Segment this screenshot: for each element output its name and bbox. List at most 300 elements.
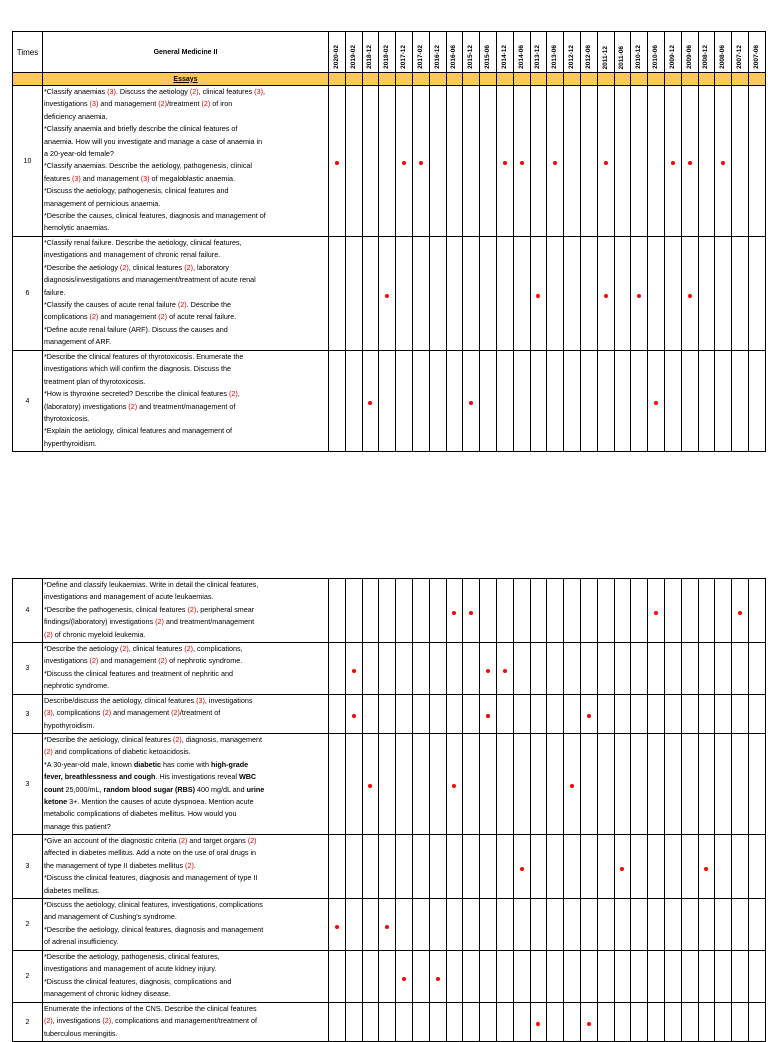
date-label: 2007-06 <box>752 45 760 69</box>
exam-cell <box>480 951 497 1003</box>
exam-cell <box>446 695 463 734</box>
exam-cell <box>429 695 446 734</box>
text-segment: *Define and classify leukaemias. Write in detail the clinical features, <box>44 580 259 589</box>
date-label: 2008-06 <box>718 45 726 69</box>
text-segment: /treatment of <box>179 708 221 718</box>
question-row <box>13 237 766 351</box>
asked-marker-dot <box>637 294 641 298</box>
date-column-header <box>429 32 446 73</box>
text-segment: *Discuss the clinical features and treatment of nephritic and <box>44 668 233 678</box>
question-line <box>44 899 327 911</box>
exam-cell <box>480 1003 497 1042</box>
exam-cell <box>396 579 413 643</box>
question-line <box>44 771 327 783</box>
text-segment: *Classify anaemias. Describe the aetiology, pathogenesis, clinical <box>44 161 253 171</box>
exam-cell <box>379 237 396 351</box>
text-segment: *Discuss the aetiology, clinical features, investigations, complications <box>44 900 263 909</box>
exam-cell <box>463 351 480 452</box>
text-segment: investigations and management of chronic renal failure. <box>44 250 221 260</box>
exam-cell <box>547 237 564 351</box>
exam-cell <box>446 237 463 351</box>
exam-cell <box>496 734 513 835</box>
asked-marker-dot <box>604 294 608 298</box>
exam-cell <box>513 86 530 237</box>
exam-cell <box>429 734 446 835</box>
exam-cell <box>698 899 715 951</box>
question-line <box>44 643 327 655</box>
exam-cell <box>732 579 749 643</box>
text-segment: and management <box>98 656 159 666</box>
asked-marker-dot <box>402 977 406 981</box>
question-line <box>44 311 327 323</box>
times-count: 6 <box>13 237 43 351</box>
question-row <box>13 734 766 835</box>
exam-cell <box>463 835 480 899</box>
question-row <box>13 951 766 1003</box>
exam-cell <box>648 951 665 1003</box>
marks-highlight: (2) <box>172 735 182 744</box>
exam-cell <box>496 899 513 951</box>
question-line <box>44 173 327 185</box>
asked-marker-dot <box>503 161 507 165</box>
text-segment: Describe/discuss the aetiology, clinical features <box>44 696 197 705</box>
question-text <box>43 951 329 1003</box>
asked-marker-dot <box>402 161 406 165</box>
exam-cell <box>513 237 530 351</box>
exam-cell <box>496 579 513 643</box>
text-segment: of adrenal insufficiency. <box>44 937 119 947</box>
exam-cell <box>429 899 446 951</box>
exam-cell <box>496 835 513 899</box>
exam-cell <box>513 351 530 452</box>
marks-highlight: (2) <box>89 656 99 666</box>
text-segment: *Give an account of the diagnostic criteria <box>44 836 179 845</box>
exam-cell <box>648 734 665 835</box>
text-segment: . Describe the <box>186 300 231 310</box>
text-segment: of nephrotic syndrome. <box>167 656 243 666</box>
text-segment: 3+. Mention the causes of acute dyspnoea. Mention acute <box>67 797 254 807</box>
text-segment: , peripheral smear <box>196 604 255 614</box>
exam-cell <box>412 643 429 695</box>
exam-cell <box>429 86 446 237</box>
exam-cell <box>631 1003 648 1042</box>
text-segment: (laboratory) investigations <box>44 401 129 411</box>
exam-cell <box>429 351 446 452</box>
text-segment: manage this patient? <box>44 821 111 831</box>
exam-cell <box>379 643 396 695</box>
marks-highlight: (2) <box>44 747 53 757</box>
exam-cell <box>614 579 631 643</box>
exam-cell <box>614 86 631 237</box>
exam-cell <box>379 695 396 734</box>
exam-cell <box>597 695 614 734</box>
exam-cell <box>396 643 413 695</box>
exam-cell <box>480 734 497 835</box>
exam-cell <box>396 734 413 835</box>
exam-cell <box>547 734 564 835</box>
asked-marker-dot <box>738 611 742 615</box>
exam-cell <box>329 899 346 951</box>
exam-cell <box>648 835 665 899</box>
exam-cell <box>530 835 547 899</box>
date-column-header <box>480 32 497 73</box>
exam-cell <box>580 237 597 351</box>
asked-marker-dot <box>704 867 708 871</box>
exam-cell <box>463 695 480 734</box>
exam-cell <box>480 695 497 734</box>
exam-cell <box>530 643 547 695</box>
exam-cell <box>496 951 513 1003</box>
exam-cell <box>614 899 631 951</box>
text-segment: . Discuss the aetiology <box>115 87 190 96</box>
exam-cell <box>698 643 715 695</box>
exam-cell <box>631 86 648 237</box>
exam-cell <box>345 579 362 643</box>
exam-cell <box>664 899 681 951</box>
asked-marker-dot <box>587 1022 591 1026</box>
text-segment: management of ARF. <box>44 337 112 347</box>
exam-cell <box>463 579 480 643</box>
question-line <box>44 438 327 450</box>
question-text <box>43 643 329 695</box>
question-line <box>44 425 327 437</box>
exam-cell <box>379 835 396 899</box>
text-segment: *Classify anaemia and briefly describe the clinical features of <box>44 124 238 134</box>
text-segment: Enumerate the infections of the CNS. Describe the clinical features <box>44 1004 257 1013</box>
exam-cell <box>362 951 379 1003</box>
question-row <box>13 351 766 452</box>
exam-cell <box>412 86 429 237</box>
asked-marker-dot <box>352 714 356 718</box>
exam-cell <box>681 237 698 351</box>
exam-cell <box>715 734 732 835</box>
exam-cell <box>580 835 597 899</box>
text-segment: . His investigations reveal <box>155 772 239 782</box>
marks-highlight: (2) <box>158 312 168 322</box>
exam-cell <box>748 734 765 835</box>
exam-cell <box>463 86 480 237</box>
exam-cell <box>597 899 614 951</box>
essays-section-label: Essays <box>43 73 329 86</box>
question-row <box>13 899 766 951</box>
exam-cell <box>631 351 648 452</box>
exam-cell <box>329 734 346 835</box>
question-text <box>43 1003 329 1042</box>
text-segment: hypothyroidism. <box>44 720 95 730</box>
date-column-header <box>597 32 614 73</box>
marks-highlight: (2) <box>119 644 129 653</box>
question-line <box>44 784 327 796</box>
text-segment: a 20-year-old female? <box>44 149 114 159</box>
exam-cell <box>648 695 665 734</box>
exam-cell <box>345 1003 362 1042</box>
text-segment: metabolic complications of diabetes mellitus. How would you <box>44 809 237 819</box>
exam-cell <box>681 579 698 643</box>
exam-cell <box>429 1003 446 1042</box>
text-segment: , complications and management/treatment of <box>111 1016 257 1026</box>
asked-marker-dot <box>469 401 473 405</box>
text-segment: and treatment/management of <box>137 401 236 411</box>
exam-cell <box>715 951 732 1003</box>
question-line <box>44 262 327 274</box>
text-segment: , clinical features <box>198 87 255 96</box>
question-line <box>44 796 327 808</box>
exam-cell <box>580 951 597 1003</box>
exam-cell <box>396 86 413 237</box>
text-segment: . <box>193 860 196 870</box>
exam-cell <box>329 835 346 899</box>
exam-cell <box>379 951 396 1003</box>
date-label: 2010-12 <box>634 45 642 69</box>
asked-marker-dot <box>335 161 339 165</box>
exam-cell <box>329 351 346 452</box>
marks-highlight: (2) <box>184 262 194 272</box>
exam-cell <box>648 1003 665 1042</box>
exam-cell <box>648 86 665 237</box>
exam-cell <box>429 835 446 899</box>
exam-cell <box>715 695 732 734</box>
exam-cell <box>614 351 631 452</box>
exam-cell <box>429 237 446 351</box>
asked-marker-dot <box>436 977 440 981</box>
question-line <box>44 759 327 771</box>
question-line <box>44 111 327 123</box>
exam-cell <box>530 734 547 835</box>
exam-cell <box>597 1003 614 1042</box>
asked-marker-dot <box>385 294 389 298</box>
exam-cell <box>396 951 413 1003</box>
emphasis-segment <box>104 785 195 794</box>
times-count: 3 <box>13 835 43 899</box>
exam-cell <box>564 899 581 951</box>
exam-cell <box>547 695 564 734</box>
exam-cell <box>446 351 463 452</box>
question-line <box>44 746 327 758</box>
exam-cell <box>396 695 413 734</box>
text-segment: the management of type II diabetes mellitus <box>44 860 186 870</box>
text-segment: *Describe the aetiology, clinical features, diagnosis and management <box>44 924 264 934</box>
marks-highlight: (2) <box>128 401 138 411</box>
question-line <box>44 413 327 425</box>
exam-cell <box>748 835 765 899</box>
bold-segment: fever, breathlessness and cough <box>44 772 156 782</box>
date-label: 2009-06 <box>685 45 693 69</box>
bold-segment: diabetic <box>133 759 162 769</box>
exam-cell <box>597 643 614 695</box>
subject-title: General Medicine II <box>43 32 329 73</box>
marks-highlight: (2) <box>187 604 197 614</box>
marks-highlight: (2) <box>228 389 238 399</box>
exam-cell <box>748 951 765 1003</box>
date-column-header <box>631 32 648 73</box>
exam-cell <box>362 237 379 351</box>
exam-cell <box>480 835 497 899</box>
exam-cell <box>698 579 715 643</box>
exam-cell <box>362 734 379 835</box>
exam-cell <box>362 695 379 734</box>
emphasis-segment <box>211 760 248 769</box>
date-column-header <box>732 32 749 73</box>
exam-cell <box>580 1003 597 1042</box>
question-line <box>44 604 327 616</box>
text-segment: and complications of diabetic ketoacidosis. <box>52 747 191 757</box>
exam-cell <box>463 899 480 951</box>
asked-marker-dot <box>419 161 423 165</box>
question-line <box>44 274 327 286</box>
exam-cell <box>412 695 429 734</box>
exam-cell <box>446 734 463 835</box>
date-label: 2015-12 <box>467 45 475 69</box>
header-row <box>13 32 766 73</box>
question-line <box>44 210 327 222</box>
text-segment: of iron <box>210 99 233 109</box>
question-line <box>44 336 327 348</box>
question-text <box>43 899 329 951</box>
exam-cell <box>496 695 513 734</box>
text-segment: and target organs <box>187 836 248 845</box>
exam-cell <box>580 899 597 951</box>
exam-cell <box>480 899 497 951</box>
question-line <box>44 388 327 400</box>
marks-highlight: (2) <box>247 836 257 845</box>
exam-cell <box>681 351 698 452</box>
exam-cell <box>362 351 379 452</box>
date-column-header <box>345 32 362 73</box>
exam-cell <box>748 579 765 643</box>
text-segment: investigations <box>44 99 90 109</box>
exam-cell <box>329 643 346 695</box>
exam-cell <box>580 579 597 643</box>
exam-cell <box>681 734 698 835</box>
exam-cell <box>580 351 597 452</box>
question-line <box>44 401 327 413</box>
exam-cell <box>396 237 413 351</box>
exam-cell <box>681 951 698 1003</box>
question-line <box>44 591 327 603</box>
emphasis-segment <box>247 785 265 794</box>
exam-cell <box>496 351 513 452</box>
date-column-header <box>664 32 681 73</box>
exam-cell <box>345 351 362 452</box>
exam-cell <box>580 643 597 695</box>
marks-highlight: (2) <box>102 1016 112 1026</box>
exam-cell <box>748 695 765 734</box>
text-segment: and management of Cushing's syndrome. <box>44 912 177 922</box>
exam-cell <box>480 579 497 643</box>
exam-cell <box>664 695 681 734</box>
essays-section-row <box>13 73 766 86</box>
date-label: 2016-12 <box>433 45 441 69</box>
exam-cell <box>530 695 547 734</box>
text-segment: hyperthyroidism. <box>44 438 97 448</box>
text-segment: , laboratory <box>193 262 230 272</box>
question-line <box>44 988 327 1000</box>
exam-cell <box>412 1003 429 1042</box>
text-segment: *Describe the pathogenesis, clinical features <box>44 604 188 614</box>
emphasis-segment <box>44 785 64 794</box>
date-label: 2016-06 <box>450 45 458 69</box>
asked-marker-dot <box>671 161 675 165</box>
exam-cell <box>631 643 648 695</box>
exam-cell <box>513 579 530 643</box>
exam-cell <box>547 951 564 1003</box>
exam-cell <box>513 695 530 734</box>
text-segment: and treatment/management <box>163 617 255 627</box>
exam-cell <box>698 835 715 899</box>
text-segment: *How is thyroxine secreted? Describe the clinical features <box>44 389 229 399</box>
text-segment: *Describe the aetiology, pathogenesis, clinical features, <box>44 952 220 961</box>
marks-highlight: (2) <box>155 617 164 627</box>
asked-marker-dot <box>604 161 608 165</box>
exam-cell <box>429 951 446 1003</box>
text-segment: investigations which will confirm the diagnosis. Discuss the <box>44 364 231 374</box>
questions-table-top <box>12 31 766 452</box>
exam-cell <box>379 351 396 452</box>
exam-cell <box>345 734 362 835</box>
date-label: 2009-12 <box>668 45 676 69</box>
question-line <box>44 872 327 884</box>
asked-marker-dot <box>654 611 658 615</box>
exam-cell <box>345 643 362 695</box>
question-line <box>44 808 327 820</box>
exam-cell <box>748 86 765 237</box>
text-segment: and management <box>98 312 159 322</box>
date-column-header <box>412 32 429 73</box>
asked-marker-dot <box>352 669 356 673</box>
exam-cell <box>463 951 480 1003</box>
text-segment: nephrotic syndrome. <box>44 681 110 691</box>
marks-highlight: (2) <box>177 300 187 310</box>
date-label: 2010-06 <box>651 45 659 69</box>
question-line <box>44 720 327 732</box>
question-line <box>44 86 327 98</box>
exam-cell <box>412 579 429 643</box>
marks-highlight: (3) <box>140 173 150 183</box>
asked-marker-dot <box>570 784 574 788</box>
question-row <box>13 643 766 695</box>
exam-cell <box>530 899 547 951</box>
exam-cell <box>614 734 631 835</box>
exam-cell <box>664 237 681 351</box>
exam-cell <box>631 734 648 835</box>
date-label: 2012-12 <box>567 45 575 69</box>
question-line <box>44 951 327 963</box>
date-label: 2014-06 <box>517 45 525 69</box>
exam-cell <box>748 643 765 695</box>
marks-highlight: (2) <box>171 708 180 718</box>
exam-cell <box>379 899 396 951</box>
question-text <box>43 734 329 835</box>
exam-cell <box>648 579 665 643</box>
text-segment: investigations <box>44 656 90 666</box>
asked-marker-dot <box>536 1022 540 1026</box>
exam-cell <box>614 835 631 899</box>
marks-highlight: (3) <box>44 708 53 718</box>
exam-cell <box>715 643 732 695</box>
exam-cell <box>547 579 564 643</box>
text-segment: *Describe the aetiology <box>44 262 120 272</box>
exam-cell <box>732 734 749 835</box>
exam-cell <box>496 1003 513 1042</box>
marks-highlight: (3) <box>89 99 99 109</box>
exam-cell <box>513 951 530 1003</box>
asked-marker-dot <box>654 401 658 405</box>
exam-cell <box>463 1003 480 1042</box>
asked-marker-dot <box>452 611 456 615</box>
exam-cell <box>748 1003 765 1042</box>
marks-highlight: (3) <box>71 173 81 183</box>
exam-cell <box>698 351 715 452</box>
